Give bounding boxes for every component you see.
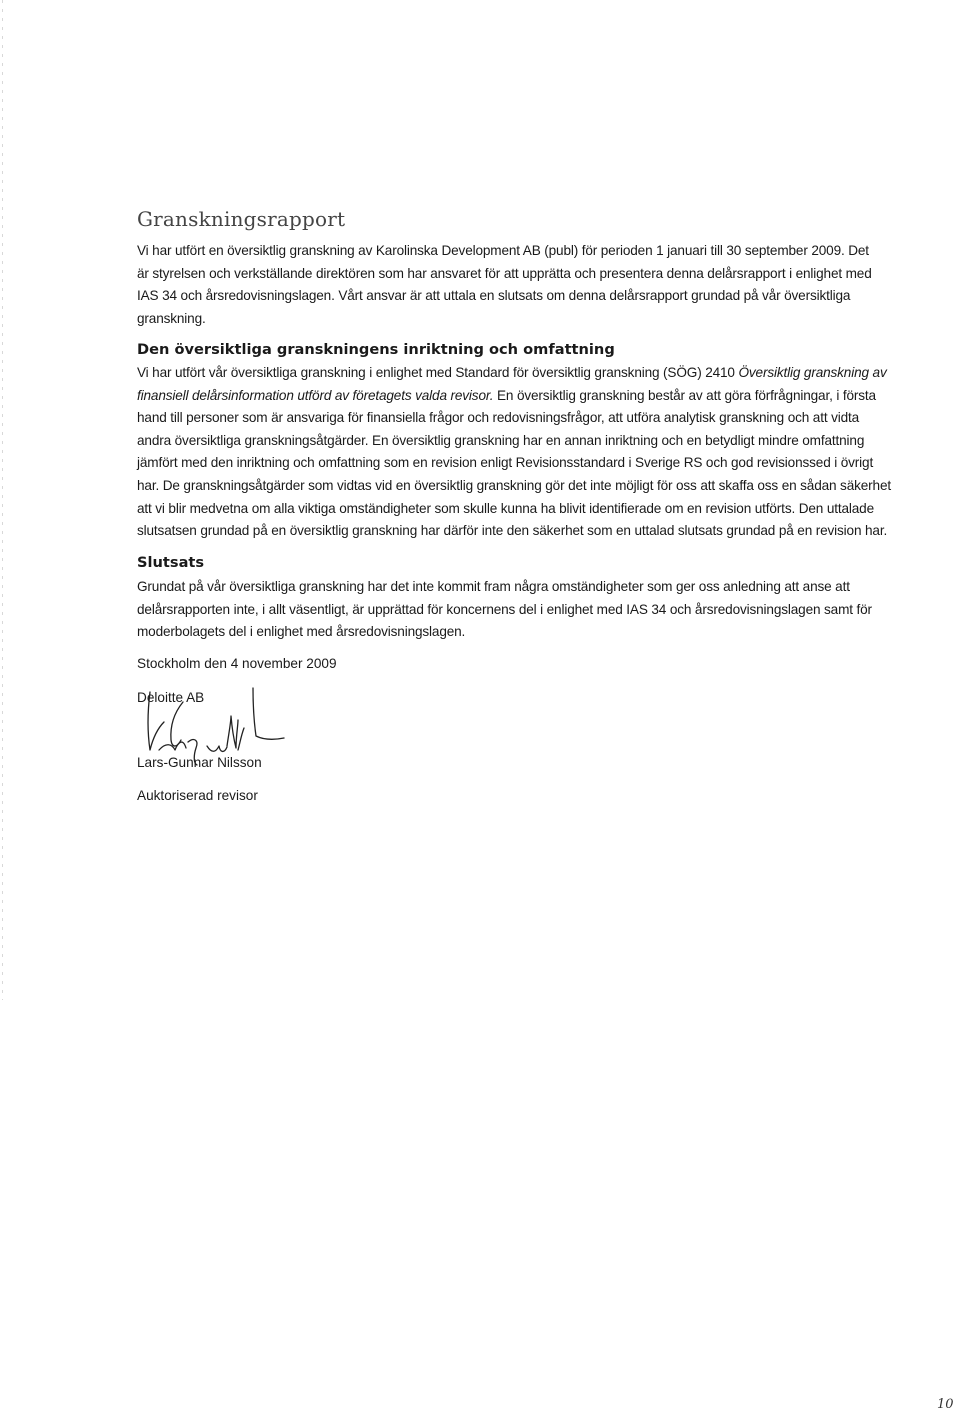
scope-line: har. De granskningsåtgärder som vidtas vid en översiktlig granskning gör det inte möjligt för oss att skaffa oss en sådan säkerhet: [137, 477, 891, 493]
conclusion-paragraph: [137, 576, 952, 644]
scope-line: hand till personer som är ansvariga för finansiella frågor och redovisningsfrågor, att utföra analytisk granskning och att vidta: [137, 410, 860, 426]
scope-line: Vi har utfört vår översiktliga granskning i enlighet med Standard för översiktlig granskning (SÖG) 2410: [137, 365, 735, 380]
scan-edge-artifact: [2, 0, 3, 1000]
conclusion-heading: Slutsats: [137, 554, 205, 571]
page-number: 10: [937, 1397, 954, 1412]
intro-line: Vi har utfört en översiktlig granskning av Karolinska Development AB (publ) för perioden 1 januari till 30 september 2009. Det: [137, 243, 869, 258]
scope-line: En översiktlig granskning består av att göra förfrågningar, i första: [497, 387, 876, 403]
place-and-date: Stockholm den 4 november 2009: [137, 656, 337, 671]
report-title: Granskningsrapport: [137, 207, 346, 231]
intro-paragraph: [137, 240, 952, 330]
signer-name: Lars-Gunnar Nilsson: [137, 755, 262, 770]
intro-line: IAS 34 och årsredovisningslagen. Vårt ansvar är att uttala en slutsats om denna delårsrapport grundad på vår översiktliga: [137, 288, 851, 304]
scope-line: jämfört med den inriktning och omfattning som en revision enligt Revisionsstandard i Sverige RS och god revisionssed i övrigt: [137, 455, 874, 471]
conclusion-line: delårsrapporten inte, i allt väsentligt, är upprättad för koncernens del i enlighet med IAS 34 och årsredovisningslagen samt för: [137, 601, 872, 617]
scope-line: slutsatsen grundad på en översiktlig granskning har därför inte den säkerhet som en uttalad slutsats grundad på en revision har.: [137, 523, 888, 539]
standard-title-continued: finansiell delårsinformation utförd av företagets valda revisor.: [137, 387, 494, 403]
intro-line: är styrelsen och verkställande direktören som har ansvaret för att upprätta och presentera denna delårsrapport i enlighet med: [137, 265, 872, 281]
conclusion-line: Grundat på vår översiktliga granskning har det inte kommit fram några omständigheter som ger oss anledning att anse att: [137, 579, 850, 594]
conclusion-line: moderbolagets del i enlighet med årsredovisningslagen.: [137, 624, 466, 640]
standard-title: Översiktlig granskning av: [738, 365, 887, 380]
scope-heading: Den översiktliga granskningens inriktning och omfattning: [137, 341, 615, 358]
scope-line: att vi blir medvetna om alla viktiga omständigheter som skulle kunna ha blivit identifierade om en revision utförts. Den uttalade: [137, 500, 875, 516]
audit-firm: Deloitte AB: [137, 690, 205, 705]
scope-line: andra översiktliga granskningsåtgärder. En översiktlig granskning har en annan inriktning och en betydligt mindre omfattning: [137, 432, 865, 448]
intro-line: granskning.: [137, 310, 206, 326]
scope-paragraph: [137, 362, 952, 543]
signer-title: Auktoriserad revisor: [137, 788, 258, 803]
